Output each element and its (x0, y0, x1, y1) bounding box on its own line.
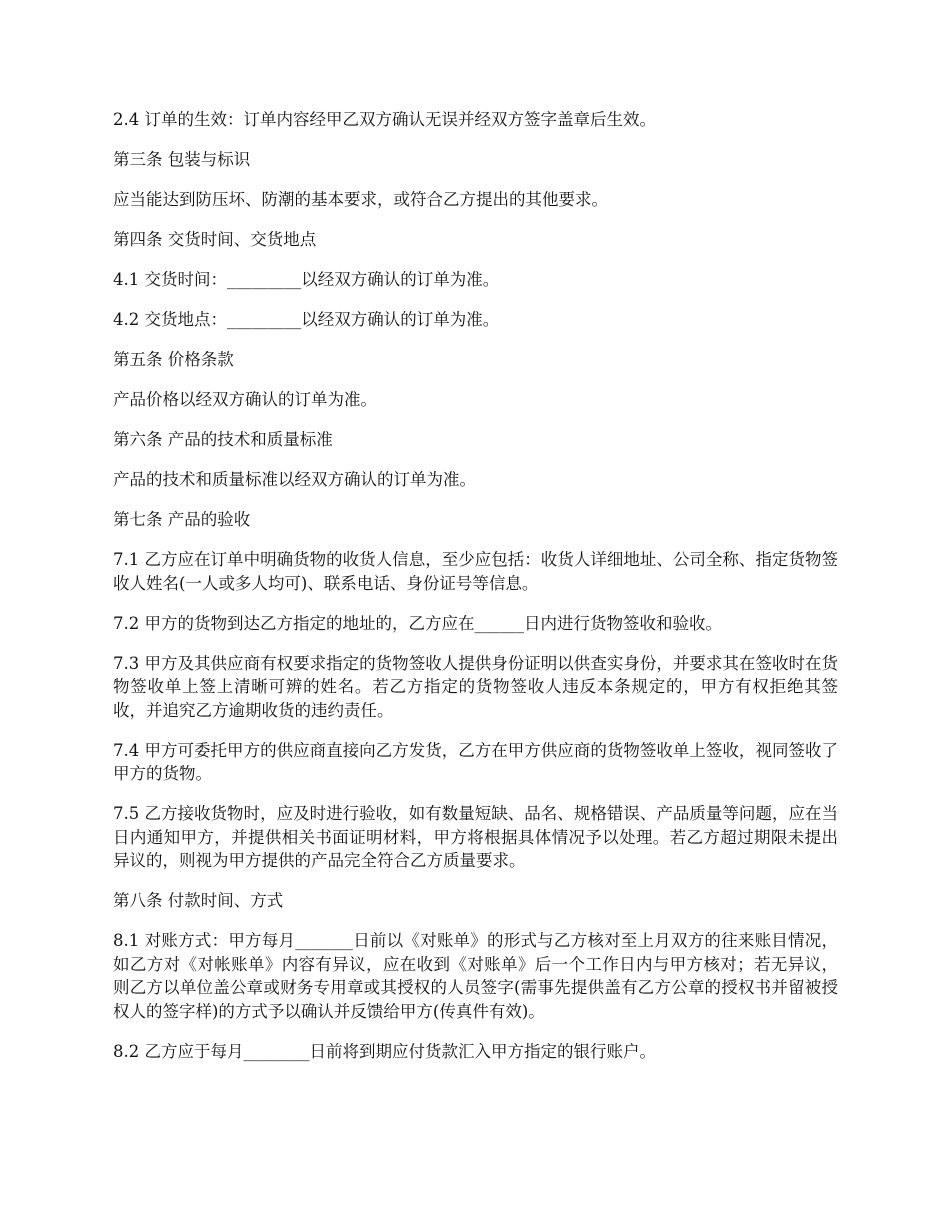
clause-4-1: 4.1 交货时间：_________以经双方确认的订单为准。 (113, 270, 500, 289)
section-heading-quality: 第六条 产品的技术和质量标准 (113, 430, 333, 449)
clause-2-4: 2.4 订单的生效：订单内容经甲乙双方确认无误并经双方签字盖章后生效。 (113, 110, 656, 129)
clause-7-4: 7.4 甲方可委托甲方的供应商直接向乙方发货，乙方在甲方供应商的货物签收单上签收，视同签收了甲方的货物。 (113, 740, 838, 783)
document-body (113, 108, 838, 1080)
section-heading-payment: 第八条 付款时间、方式 (113, 891, 284, 910)
clause-8-1: 8.1 对账方式：甲方每月_______日前以《对账单》的形式与乙方核对至上月双方的往来账目情况，如乙方对《对帐账单》内容有异议，应在收到《对账单》后一个工作日内与甲方核对；若无异议，则乙方以单位盖公章或财务专用章或其授权的人员签字(需事先提供盖有乙方公章的授权书并留被授权人的签字样)的方式予以确认并反馈给甲方(传真件有效)。 (113, 931, 838, 1021)
price-clause: 产品价格以经双方确认的订单为准。 (113, 390, 377, 409)
section-heading-packaging: 第三条 包装与标识 (113, 150, 251, 169)
section-heading-delivery: 第四条 交货时间、交货地点 (113, 230, 317, 249)
quality-clause: 产品的技术和质量标准以经双方确认的订单为准。 (113, 470, 476, 489)
clause-4-2: 4.2 交货地点：_________以经双方确认的订单为准。 (113, 310, 500, 329)
packaging-requirement: 应当能达到防压坏、防潮的基本要求，或符合乙方提出的其他要求。 (113, 190, 608, 209)
clause-8-2: 8.2 乙方应于每月________日前将到期应付货款汇入甲方指定的银行账户。 (113, 1041, 656, 1061)
section-heading-price: 第五条 价格条款 (113, 350, 234, 369)
clause-7-5: 7.5 乙方接收货物时，应及时进行验收，如有数量短缺、品名、规格错误、产品质量等问题，应在当日内通知甲方，并提供相关书面证明材料，甲方将根据具体情况予以处理。若乙方超过期限未提出异议的，则视为甲方提供的产品完全符合乙方质量要求。 (113, 804, 838, 870)
section-heading-acceptance: 第七条 产品的验收 (113, 510, 251, 529)
clause-7-2: 7.2 甲方的货物到达乙方指定的地址的，乙方应在______日内进行货物签收和验收。 (113, 613, 722, 633)
clause-7-1: 7.1 乙方应在订单中明确货物的收货人信息，至少应包括：收货人详细地址、公司全称、指定货物签收人姓名(一人或多人均可)、联系电话、身份证号等信息。 (113, 550, 838, 593)
clause-7-3: 7.3 甲方及其供应商有权要求指定的货物签收人提供身份证明以供查实身份，并要求其在签收时在货物签收单上签上清晰可辨的姓名。若乙方指定的货物签收人违反本条规定的，甲方有权拒绝其签收，并追究乙方逾期收货的违约责任。 (113, 653, 838, 720)
